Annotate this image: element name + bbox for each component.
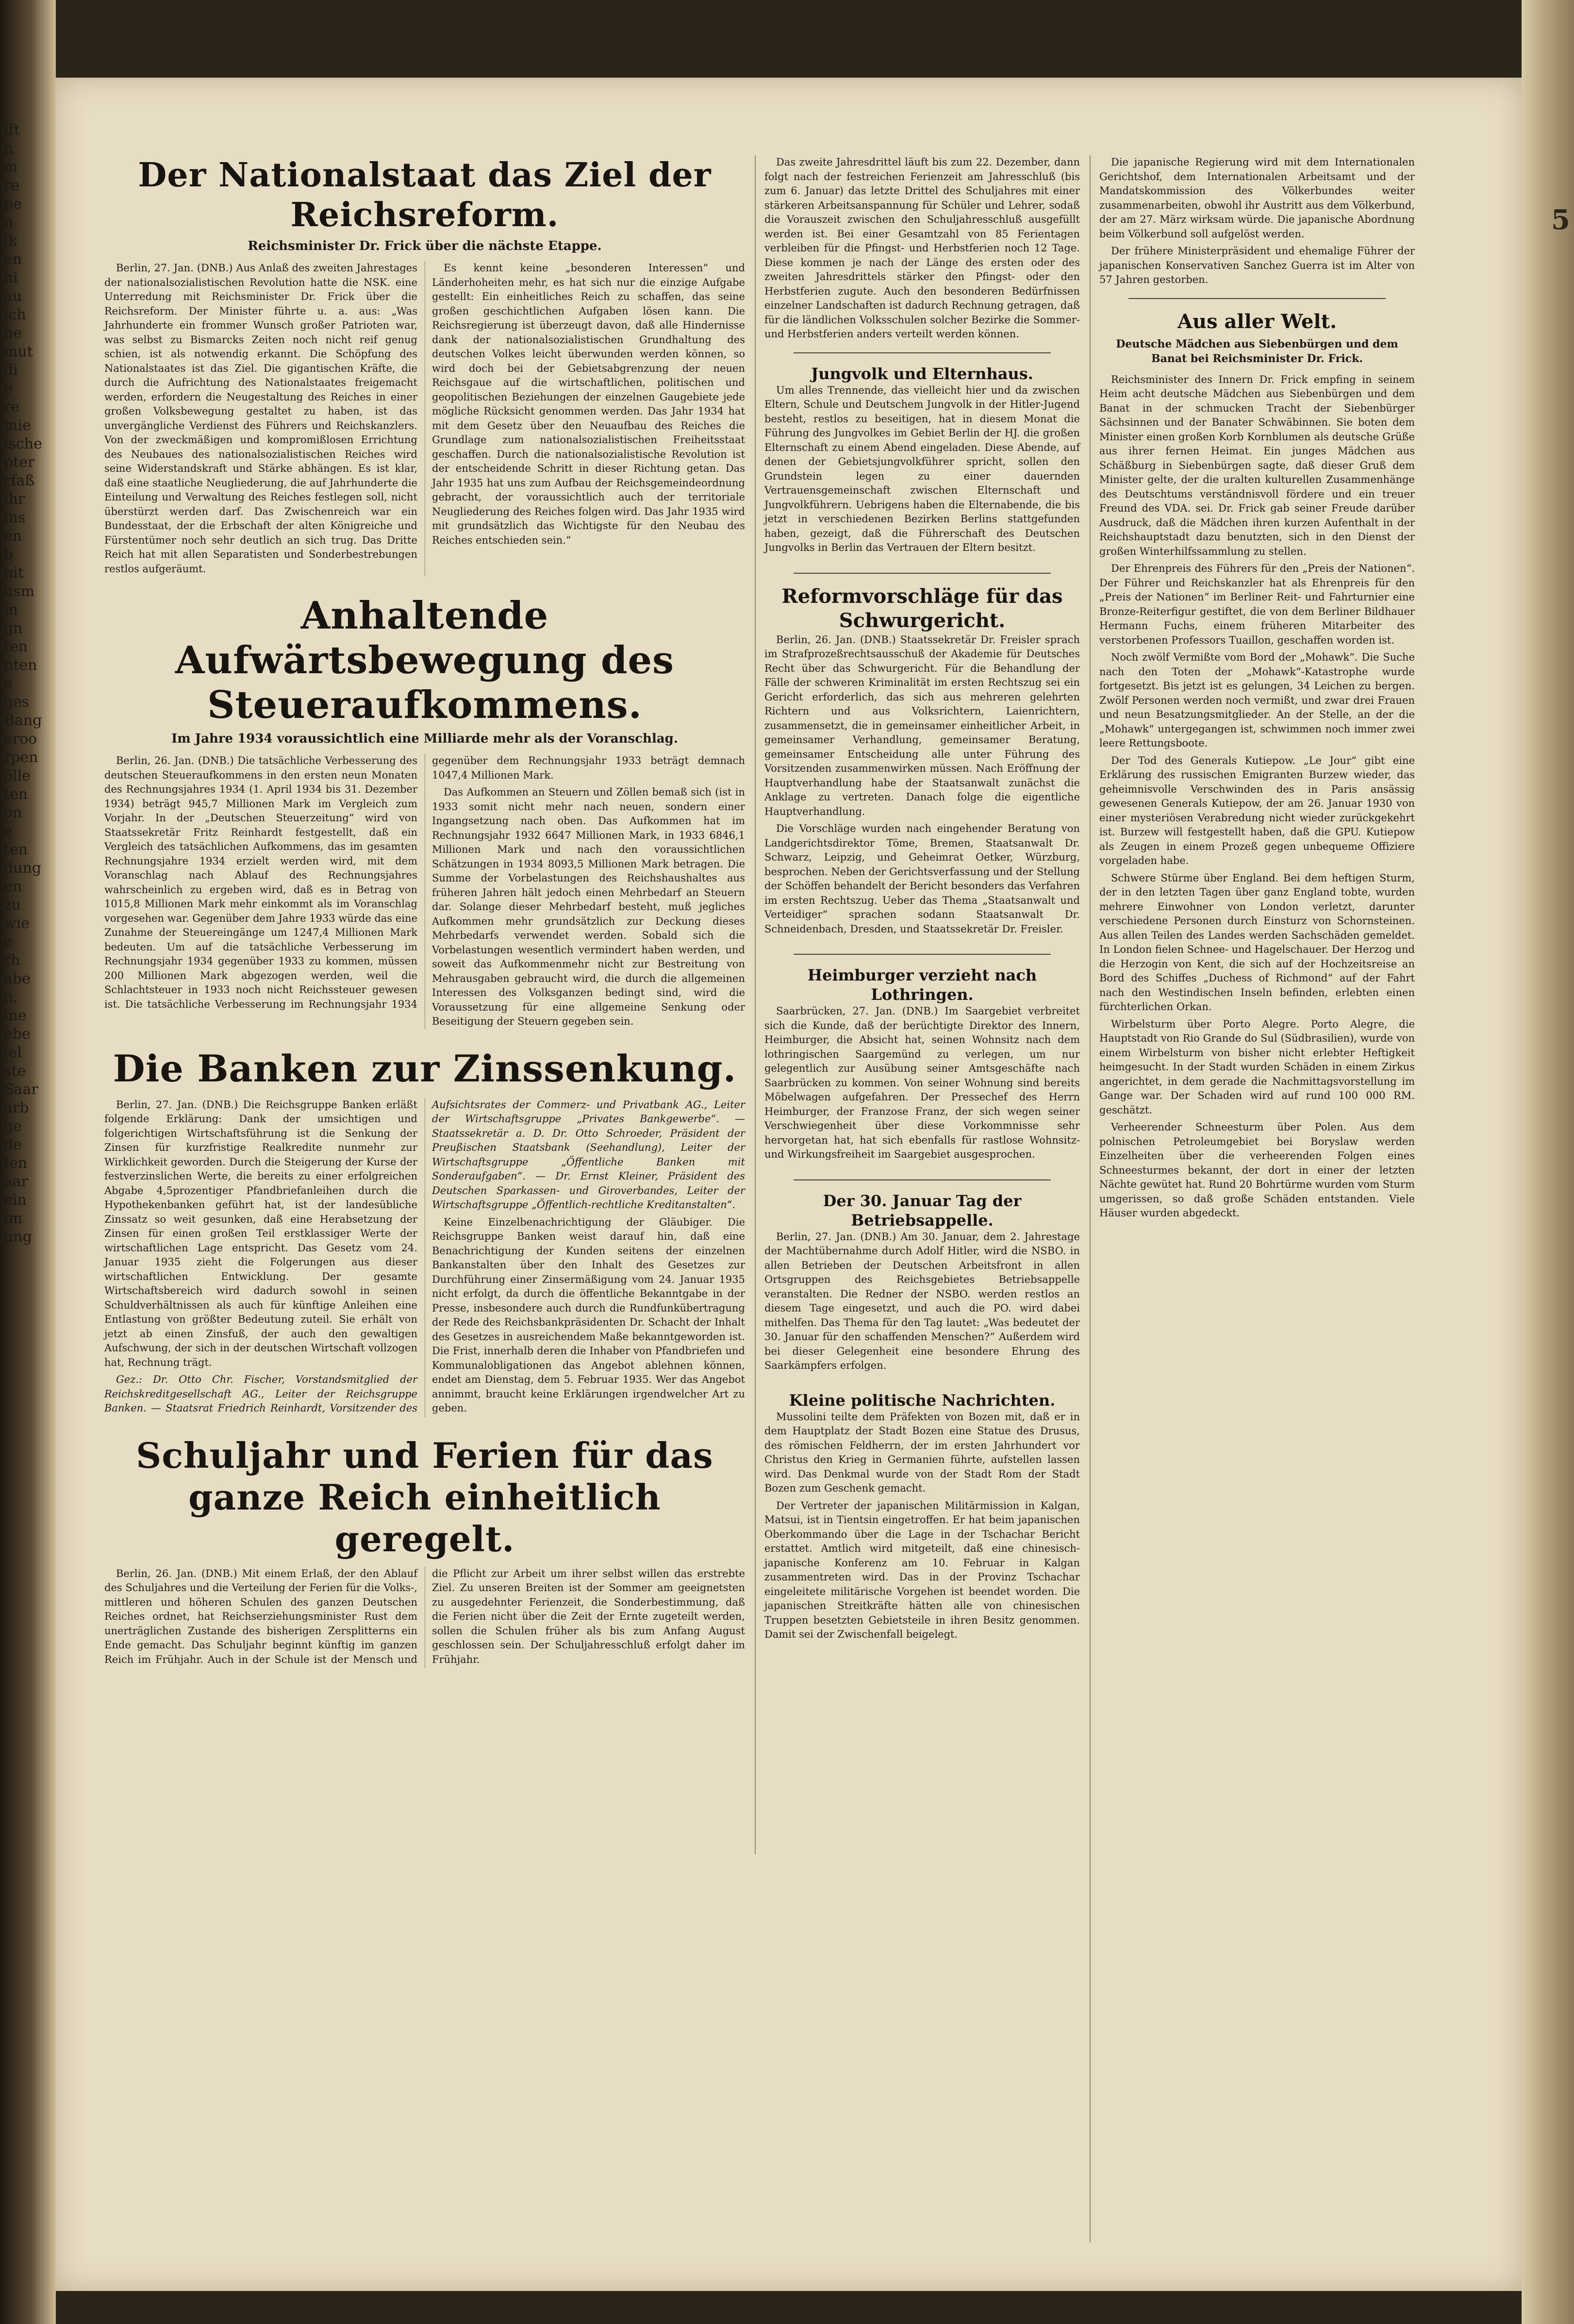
margin-fragment: ge [4,1118,22,1135]
margin-fragment: en [4,528,22,545]
left-margin-fragments [4,121,50,1246]
margin-fragment: eroo [4,730,37,747]
margin-fragment: n, [4,989,18,1006]
margin-fragment: ein [4,1192,27,1209]
margin-fragment: re [4,398,20,415]
article-nationalstaat [104,155,745,576]
paragraph: Berlin, 26. Jan. (DNB.) Mit einem Erlaß, der den Ablauf des Schuljahres und die Verteilung der Ferien für die Volks-, mittleren und höheren Schulen des ganzen Deutschen Reiches ordnet, hat Reichserziehungsminister Rust dem unerträglichen Zustande des bisherigen Zersplitterns ein Ende gemacht. Das Schuljahr beginnt künftig im ganzen Reich im Frühjahr. Auch in der Schule ist der Mensch und die Pflicht zur Arbeit um ihrer selbst willen das erstrebte Ziel. Zu unseren Breiten ist der Sommer am geeignetsten zu ausgedehnter Ferienzeit, die Sonderbestimmung, daß die Ferien nicht über die Zeit der Ernte zugeteilt werden, sollen die Schulen früher als bis zum Anfang August geschlossen sein. Der Schuljahresschluß erfolgt daher im Frühjahr. [104,1567,745,1665]
main-left-column [104,155,745,1686]
paragraph: Berlin, 27. Jan. (DNB.) Am 30. Januar, dem 2. Jahrestage der Machtübernahme durch Adolf Hitler, wird die NSBO. in allen Betrieben der Deutschen Arbeitsfront in allen Ortsgruppen des Reichsgebietes Betriebsappelle veranstalten. Die Redner der NSBO. werden restlos an diesem Tage eingesetzt, und auch die PO. wird dabei mithelfen. Das Thema für den Tag lautet: „Was bedeutet der 30. Januar für den schaffenden Menschen?“ Außerdem wird bei dieser Gelegenheit eine besondere Ehrung des Saarkämpfers erfolgen. [764,1230,1080,1371]
margin-fragment: on [4,804,22,821]
margin-fragment: dung [4,860,42,877]
paragraph: Die Vorschläge wurden nach eingehender Beratung von Landgerichtsdirektor Töme, Bremen, Staatsanwalt Dr. Schwarz, Leipzig, und Geheimrat Oetker, Würzburg, besprochen. Neben der Gerichtsverfassung und der Stellung der Schöffen behandelt der Bericht besonders das Verfahren im ersten Rechtszug. Ueber das Thema „Staatsanwalt und Verteidiger“ sprachen sodann Staatsanwalt Dr. Schneidenbach, Dresden, und Staatssekretär Dr. Freisler. [764,823,1080,935]
margin-fragment: en [4,878,22,895]
paragraph: Wirbelsturm über Porto Alegre. Porto Alegre, die Hauptstadt von Rio Grande do Sul (Südbrasilien), wurde von einem Wirbelsturm von bisher nicht erlebter Heftigkeit heimgesucht. In der Stadt wurden Schäden in einem Zirkus angerichtet, in dem gerade die Nachmittagsvorstellung im Gange war. Der Schaden wird auf rund 100 000 RM. geschätzt. [1099,1018,1415,1116]
article-schuljahr [104,1435,745,1669]
margin-fragment: e [4,933,13,950]
article-steuer [104,594,745,1029]
middle-column [764,155,1080,1660]
margin-fragment: en [4,251,22,268]
column-rule [1090,155,1091,2242]
margin-fragment: ine [4,1007,27,1024]
margin-fragment: di [4,362,18,379]
margin-fragment: ten [4,638,28,655]
book-spine [0,0,56,2324]
paragraph: Gez.: Dr. Otto Chr. Fischer, Vorstandsmitglied der Reichskreditgesellschaft AG., Leiter der Reichsgruppe Banken. — Staatsrat Friedrich Reinhardt, Vorsitzender des Aufsichtsrates der Commerz- und Privatbank AG., Leiter der Wirtschaftsgruppe „Privates Bankgewerbe“. — Staatssekretär a. D. Dr. Otto Schroeder, Präsident der Preußischen Staatsbank (Seehandlung), Leiter der Wirtschaftsgruppe „Öffentliche Banken mit Sonderaufgaben“. — Dr. Ernst Kleiner, Präsident des Deutschen Sparkassen- und Giroverbandes, Leiter der Wirtschaftsgruppe „Öffentlich-rechtliche Kreditanstalten“. [104,1098,745,1414]
margin-fragment: ölle [4,767,31,784]
margin-fragment: im [4,1210,23,1227]
margin-fragment: mie [4,417,31,434]
margin-fragment: nit [4,564,24,581]
margin-fragment: n [4,140,14,157]
margin-fragment: arb [4,1099,29,1116]
paragraph: Um alles Trennende, das vielleicht hier und da zwischen Eltern, Schule und Deutschem Jungvolk in der Hitler-Jugend besteht, restlos zu beseitigen, hat in diesem Monat die Führung des Jungvolkes im Gebiet Berlin der HJ. die großen Elternschaft zu einem Abend eingeladen. Diese Abende, auf denen der Gebietsjungvolkführer spricht, sollen den Grundstein legen zu einer dauernden Vertrauensgemeinschaft zwischen Elternschaft und Jungvolkführern. Uebrigens haben die Elternabende, die bis jetzt in verschiedenen Bezirken Berlins stattgefunden haben, gezeigt, daß die Führerschaft des Deutschen Jungvolks in Berlin das Vertrauen der Eltern besitzt. [764,384,1080,553]
margin-fragment: zu [4,896,21,913]
page-number: 5 [1551,204,1570,236]
paragraph: Das Aufkommen an Steuern und Zöllen bemaß sich (ist in 1933 somit nicht mehr nach neuen, sondern einer Ingangsetzung nach oben. Das Aufkommen hat im Rechnungsjahr 1932 6647 Millionen Mark, in 1933 6846,1 Millionen Mark und nach den voraussichtlichen Schätzungen in 1934 8093,5 Millionen Mark betragen. Die Summe der Vorbelastungen des Reichshaushaltes aus früheren Jahren hält jedoch einen Mehrbedarf an Steuern dar. Solange dieser Mehrbedarf besteht, muß jegliches Aufkommen mehr grundsätzlich zur Deckung dieses Mehrbedarfs verwendet werden. Sobald sich die Vorbelastungen wesentlich vermindert haben werden, und soweit das Aufkommenmehr nicht zur Bestreitung von Mehrausgaben gebraucht wird, die durch die allgemeinen Interessen des Volksganzen bedingt sind, wird die Voraussetzung für eine allgemeine Senkung oder Beseitigung der Steuern gegeben sein. [432,786,745,1027]
margin-fragment: m [4,159,18,176]
margin-fragment: ift [4,122,20,139]
paragraph: Der frühere Ministerpräsident und ehemalige Führer der japanischen Konservativen Sanchez Guerra ist im Alter von 57 Jahren gestorben. [1099,245,1415,285]
paragraph: Der Tod des Generals Kutiepow. „Le Jour“ gibt eine Erklärung des russischen Emigranten Burzew wieder, das geheimnisvolle Verschwinden des in Paris ansässig gewesenen Generals Kutiepow, der am 26. Januar 1930 von einer mysteriösen Verabredung nicht wieder zurückgekehrt ist. Burzew will festgestellt haben, daß die GPU. Kutiepow als Zeugen in einem Prozeß gegen unbequeme Offiziere vorgeladen habe. [1099,754,1415,866]
headline-reform: Reformvorschläge für das Schwurgericht. [781,584,1063,632]
margin-fragment: pe [4,196,22,213]
paragraph: Berlin, 26. Jan. (DNB.) Die tatsächliche Verbesserung des deutschen Steueraufkommens in den ersten neun Monaten des Rechnungsjahres 1934 (1. April 1934 bis 31. Dezember 1934) beträgt 945,7 Millionen Mark im Vergleich zum Vorjahr. In der „Deutschen Steuerzeitung“ wird von Staatssekretär Fritz Reinhardt festgestellt, daß ein Vergleich des tatsächlichen Aufkommens, das im gesamten Rechnungsjahre 1934 erzielt werden wird, mit dem Voranschlag nach Ablauf des Rechnungsjahres wahrscheinlich zu ergeben wird, daß es in Betrag von 1015,8 Millionen Mark mehr einkommt als im Voranschlag vorgesehen war. Gegenüber dem Jahre 1933 würde das eine Zunahme der Steuereingänge um 1247,4 Millionen Mark bedeuten. Um auf die tatsächliche Verbesserung im Rechnungsjahr 1934 gegenüber 1933 zu kommen, müssen 200 Millionen Mark abgezogen werden, weil die Schlachtsteuer in 1933 noch nicht Reichssteuer gewesen ist. Die tatsächliche Verbesserung im Rechnungsjahr 1934 gegenüber dem Rechnungsjahr 1933 beträgt demnach 1047,4 Millionen Mark. [104,755,745,1010]
article-jungvolk [764,364,1080,555]
margin-fragment: wie [4,915,30,932]
margin-fragment: rpen [4,749,38,766]
divider [794,352,1051,353]
headline-welt: Aus aller Welt. [1177,310,1337,333]
article-heimburger [764,965,1080,1162]
headline-jungvolk: Jungvolk und Elternhaus. [811,364,1033,383]
margin-fragment: au [4,288,22,305]
margin-fragment: usm [4,583,35,600]
margin-fragment: in [4,601,18,618]
margin-fragment: rh [4,952,20,969]
right-page-edge [1522,0,1574,2324]
divider [794,954,1051,955]
margin-fragment: ten [4,841,28,858]
divider [1128,298,1386,299]
margin-fragment: hi [4,269,18,286]
margin-fragment: de [4,1136,22,1153]
article-welt [1099,310,1415,1221]
paragraph: Der Ehrenpreis des Führers für den „Preis der Nationen“. Der Führer und Reichskanzler hat als Ehrenpreis für den „Preis der Nationen“ im Berliner Reit- und Fahrturnier eine Bronze-Reiterfigur gestiftet, die von dem Berliner Bildhauer Hermann Fuchs, einem früheren Mitarbeiter des verstorbenen Professors Tuaillon, geschaffen worden ist. [1099,563,1415,646]
margin-fragment: b [4,546,14,563]
paragraph: Die japanische Regierung wird mit dem Internationalen Gerichtshof, dem Internationalen Arbeitsamt und der Mandatskommission des Völkerbundes weiter zusammenarbeiten, obwohl ihr Austritt aus dem Völkerbund, der am 27. März wirksam würde. Die japanische Abordnung beim Völkerbund soll aufgelöst werden. [1099,156,1415,240]
divider [794,573,1051,574]
margin-fragment: nten [4,657,37,674]
margin-fragment: ische [4,435,42,452]
margin-fragment: he [4,325,22,342]
margin-fragment: ten [4,786,28,803]
subtitle-welt: Deutsche Mädchen aus Siebenbürgen und dem Banat bei Reichsminister Dr. Frick. [1116,337,1398,365]
column-rule [755,155,756,1854]
headline-schuljahr: Schuljahr und Ferien für das ganze Reich einheitlich geregelt. [136,1434,713,1560]
margin-fragment: iel [4,1044,22,1061]
paragraph: Mussolini teilte dem Präfekten von Bozen mit, daß er in dem Hauptplatz der Stadt Bozen eine Statue des Drusus, des römischen Feldherrn, der im ersten Jahrhundert vor Christus den Krieg in Germanien führte, aufstellen lassen wird. Das Denkmal wurde von der Stadt Rom der Stadt Bozen zum Geschenk gemacht. [764,1411,1080,1494]
paragraph: Berlin, 27. Jan. (DNB.) Aus Anlaß des zweiten Jahrestages der nationalsozialistischen Revolution hatte die NSK. eine Unterredung mit Reichsminister Dr. Frick über die Reichsreform. Der Minister führte u. a. aus: „Was Jahrhunderte ein frommer Wunsch großer Patrioten war, was selbst zu Bismarcks Zeiten noch nicht reif genug schien, ist als notwendig erkannt. Die Schöpfung des Nationalstaates ist das Ziel. Die gigantischen Kräfte, die durch die Aufrichtung des Nationalstaates freigemacht werden, erfordern die Neugestaltung des Reiches in einer großen Volksbewegung gestaltet zu haben, ist das unvergängliche Verdienst des Führers und Reichskanzlers. Von der zweckmäßigen und kompromißlosen Errichtung des Neubaues des nationalsozialistischen Reiches wird seine Widerstandskraft und Stärke abhängen. Es ist klar, daß eine staatliche Neugliederung, die auf Jahrhunderte die Einteilung und Verwaltung des Reiches festlegen soll, nicht überstürzt werden darf. Das Zwischenreich war ein Bundesstaat, der die Erbschaft der alten Königreiche und Fürstentümer noch sehr deutlich an sich trug. Das Dritte Reich hat mit allen Separatisten und Sonderbestrebungen restlos aufgeräumt. [104,262,417,575]
paragraph: Berlin, 27. Jan. (DNB.) Die Reichsgruppe Banken erläßt folgende Erklärung: Dank der umsichtigen und folgerichtigen Wirtschaftsführung ist die Senkung der Zinsen für kurzfristige Realkredite nunmehr zur Wirklichkeit geworden. Durch die Steigerung der Kurse der festverzinslichen Werte, die bereits zu einer erfolgreichen Abgabe 4,5prozentiger Pfandbriefanleihen durch die Hypothekenbanken geführt hat, ist der landesübliche Zinssatz so weit gesunken, daß eine Herabsetzung der Zinsen für einen großen Teil erstklassiger Werte der wirtschaftlichen Lage entspricht. Das Gesetz vom 24. Januar 1935 zieht die Folgerungen aus dieser wirtschaftlichen Entwicklung. Der gesamte Wirtschaftsbereich wird dadurch sowohl in seinen Schuldverhältnissen als auch für künftige Anleihen eine Entlastung von größter Bedeutung zuteil. Sie erhält von jetzt ab einen Zinsfuß, der auch den gewaltigen Aufschwung, der sich in der deutschen Wirtschaft vollzogen hat, Rechnung trägt. [104,1098,417,1368]
margin-fragment: Saar [4,1081,38,1098]
article-kleine [764,1391,1080,1642]
margin-fragment: ebe [4,1026,31,1043]
paragraph: Keine Einzelbenachrichtigung der Gläubiger. Die Reichsgruppe Banken weist darauf hin, daß eine Benachrichtigung der Kunden seitens der einzelnen Bankanstalten über den Inhalt des Gesetzes zur Durchführung einer Zinsermäßigung vom 24. Januar 1935 nicht erfolgt, da durch die öffentliche Bekanntgabe in der Presse, insbesondere auch durch die Rundfunkübertragung der Rede des Reichsbankpräsidenten Dr. Schacht der Inhalt des Gesetzes in ausreichendem Maße bekanntgeworden ist. Die Frist, innerhalb deren die Inhaber von Pfandbriefen und Kommunalobligationen das Angebot ablehnen können, endet am Dienstag, dem 5. Februar 1935. Wer das Angebot annimmt, braucht keine Erklärungen irgendwelcher Art zu geben. [432,1216,745,1414]
margin-fragment: aar [4,1173,29,1190]
margin-fragment: ung [4,1228,32,1245]
margin-fragment: e [4,823,13,840]
margin-fragment: pter [4,454,35,471]
paragraph: Reichsminister des Innern Dr. Frick empfing in seinem Heim acht deutsche Mädchen aus Siebenbürgen und dem Banat in der schmucken Tracht der Siebenbürger Sächsinnen und der Banater Schwäbinnen. Sie boten dem Minister einen großen Korb Kornblumen als deutsche Grüße aus ihrer fernen Heimat. Ein junges Mädchen aus Schäßburg in Siebenbürgen sagte, daß dieser Gruß dem Minister gelte, der die uralten kulturellen Zusammenhänge des Deutschtums verständnisvoll fördere und ein treuer Freund des VDA. sei. Dr. Frick gab seiner Freude darüber Ausdruck, daß die Mädchen ihren kurzen Aufenthalt in der Reichshauptstadt dazu benutzten, sich in den Dienst der großen Winterhilfssammlung zu stellen. [1099,373,1415,557]
paragraph: Verheerender Schneesturm über Polen. Aus dem polnischen Petroleumgebiet bei Boryslaw werden Einzelheiten über die verheerenden Folgen eines Schneesturmes bekannt, der dort in einer der letzten Nächte gewütet hat. Rund 20 Bohrtürme wurden vom Sturm umgerissen, so daß große Schäden entstanden. Viele Häuser wurden abgedeckt. [1099,1121,1415,1219]
headline-nationalstaat: Der Nationalstaat das Ziel der Reichsreform. [138,156,712,234]
margin-fragment: fen [4,1155,28,1172]
paragraph: Noch zwölf Vermißte vom Bord der „Mohawk“. Die Suche nach den Toten der „Mohawk“-Katastrophe wurde fortgesetzt. Bis jetzt ist es gelungen, 34 Leichen zu bergen. Zwölf Personen werden noch vermißt, und zwar drei Frauen und neun Besatzungsmitglieder. An der Stelle, an der die „Mohawk“ untergegangen ist, schwimmen noch immer zwei leere Rettungsboote. [1099,651,1415,749]
article-banken [104,1046,745,1417]
paragraph: Das zweite Jahresdrittel läuft bis zum 22. Dezember, dann folgt nach der festreichen Ferienzeit am Jahresschluß (bis zum 6. Januar) das letzte Drittel des Schuljahres mit einer stärkeren Arbeitsanspannung für Schüler und Lehrer, sodaß die Vorauszeit zwischen den Schuljahresschluß ausgefüllt werden ist. Bei einer Gesamtzahl von 85 Ferientagen verbleiben für die Pfingst- und Herbstferien noch 12 Tage. Diese kommen je nach der Länge des ersten oder des zweiten Jahresdrittels stärker den Pfingst- oder den Herbstferien zugute. Auch den besonderen Bedürfnissen einzelner Landschaften ist dadurch Rechnung getragen, daß für die ländlichen Volksschulen solcher Bezirke die Sommer- und Herbstferien anders verteilt werden können. [764,156,1080,340]
margin-fragment: rfaß [4,472,35,489]
paragraph: Schwere Stürme über England. Bei dem heftigen Sturm, der in den letzten Tagen über ganz England tobte, wurden mehrere Einwohner von London verletzt, darunter verschiedene Personen durch Einsturz von Schornsteinen. Aus allen Teilen des Landes werden Sachschäden gemeldet. In London fielen Schnee- und Hagelschauer. Der Herzog und die Herzogin von Kent, die sich auf der Hochzeitsreise an Bord des Schiffes „Duchess of Richmond“ auf der Fahrt nach den Westindischen Inseln befinden, erlebten einen fürchterlichen Orkan. [1099,872,1415,1013]
paragraph: Der Vertreter der japanischen Militärmission in Kalgan, Matsui, ist in Tientsin eingetroffen. Er hat beim japanischen Oberkommando über die Lage in der Tschachar Bericht erstattet. Amtlich wird mitgeteilt, daß eine chinesisch-japanische Konferenz am 10. Februar in Kalgan zusammentreten wird. Das in der Provinz Tschachar eingeleitete militärische Vorgehen ist beendet worden. Die japanischen Streitkräfte hätten alle von chinesischen Truppen besetzten Gebietsteile in ihren Besitz genommen. Damit sei der Zwischenfall beigelegt. [764,1499,1080,1640]
margin-fragment: n [4,214,14,231]
headline-steuer: Anhaltende Aufwärtsbewegung des Steueraufkommens. [175,594,675,727]
margin-fragment: abe [4,970,31,987]
paragraph: Saarbrücken, 27. Jan. (DNB.) Im Saargebiet verbreitet sich die Kunde, daß der berüchtigte Direktor des Innern, Heimburger, die Absicht hat, seinen Wohnsitz nach dem lothringischen Saargemünd zu verlegen, um nur gelegentlich zur Ausübung seiner Amtsgeschäfte nach Saarbrücken zu kommen. Von seiner Wohnung sind bereits Möbelwagen aufgefahren. Der Pressechef des Herrn Heimburger, der Franzose Franz, der sich wegen seiner Verschwiegenheit über diese Vorkommnisse sehr hervorgetan hat, hat sich ebenfalls für rastlose Wohnsitz- und Wirkungsfreiheit im Saargebiet ausgesprochen. [764,1005,1080,1160]
headline-heimburger: Heimburger verzieht nach Lothringen. [807,966,1037,1004]
subtitle-nationalstaat: Reichsminister Dr. Frick über die nächste Etappe. [248,239,602,253]
margin-fragment: ste [4,1062,26,1079]
headline-kleine: Kleine politische Nachrichten. [789,1391,1056,1410]
margin-fragment: ich [4,306,26,323]
headline-betriebsappell: Der 30. Januar Tag der Betriebsappelle. [823,1191,1022,1229]
paragraph: Es kennt keine „besonderen Interessen“ und Länderhoheiten mehr, es hat sich nur die einzige Aufgabe gestellt: Ein einheitliches Reich zu schaffen, das seine großen geschichtlichen Aufgaben lösen kann. Die Reichsregierung ist überzeugt davon, daß alle Hindernisse dank der nationalsozialistischen Grundhaltung des deutschen Volkes leicht überwunden werden können, so wird doch bei der Gebietsabgrenzung der neuen Reichsgaue auf die wirtschaftlichen, politischen und geopolitischen Beziehungen der einzelnen Gaugebiete jede mögliche Rücksicht genommen werden. Das Jahr 1934 hat mit dem Gesetz über den Neuaufbau des Reiches die Grundlage zum nationalsozialistischen Freiheitsstaat geschaffen. Durch die nationalsozialistische Revolution ist der entscheidende Schritt in dieser Richtung getan. Das Jahr 1935 hat uns zum Aufbau der Reichsgemeindeordnung gebracht, der voraussichtlich auch der territoriale Neugliederung des Reiches folgen wird. Das Jahr 1935 wird mit grundsätzlich das Wichtigste für den Neubau des Reiches entschieden sein.“ [432,262,745,546]
margin-fragment: ins [4,509,26,526]
divider [794,1179,1051,1180]
article-betriebsappell [764,1191,1080,1373]
margin-fragment: re [4,177,20,194]
paragraph: Berlin, 26. Jan. (DNB.) Staatssekretär Dr. Freisler sprach im Strafprozeßrechtsausschuß der Akademie für Deutsches Recht über das Schwurgericht. Für die Behandlung der Fälle der schweren Kriminalität im ersten Rechtszug sei ein Gericht erforderlich, das sich aus mehreren gelehrten Richtern und aus Volksrichtern, Laienrichtern, zusammensetzt, die in gemeinsamer einheitlicher Arbeit, in gemeinsamer Verhandlung, gemeinsamer Beratung, gemeinsamer Entscheidung alle unter Führung des Vorsitzenden zusammenwirken müssen. Nach Eröffnung der Hauptverhandlung habe der Staatsanwalt zunächst die Anklage zu vertreten. Danach folge die eigentliche Hauptverhandlung. [764,633,1080,817]
margin-fragment: e [4,380,13,397]
margin-fragment: ges [4,694,30,711]
margin-fragment: Bang [4,712,42,729]
margin-fragment: ihr [4,491,25,508]
margin-fragment: ik [4,232,17,249]
margin-fragment: gn [4,620,23,637]
headline-banken: Die Banken zur Zinssenkung. [113,1046,737,1090]
right-column [1099,155,1415,1238]
margin-fragment: e [4,675,13,692]
subtitle-steuer: Im Jahre 1934 voraussichtlich eine Milliarde mehr als der Voranschlag. [171,731,678,746]
margin-fragment: mut [4,343,33,360]
article-reform [764,584,1080,937]
